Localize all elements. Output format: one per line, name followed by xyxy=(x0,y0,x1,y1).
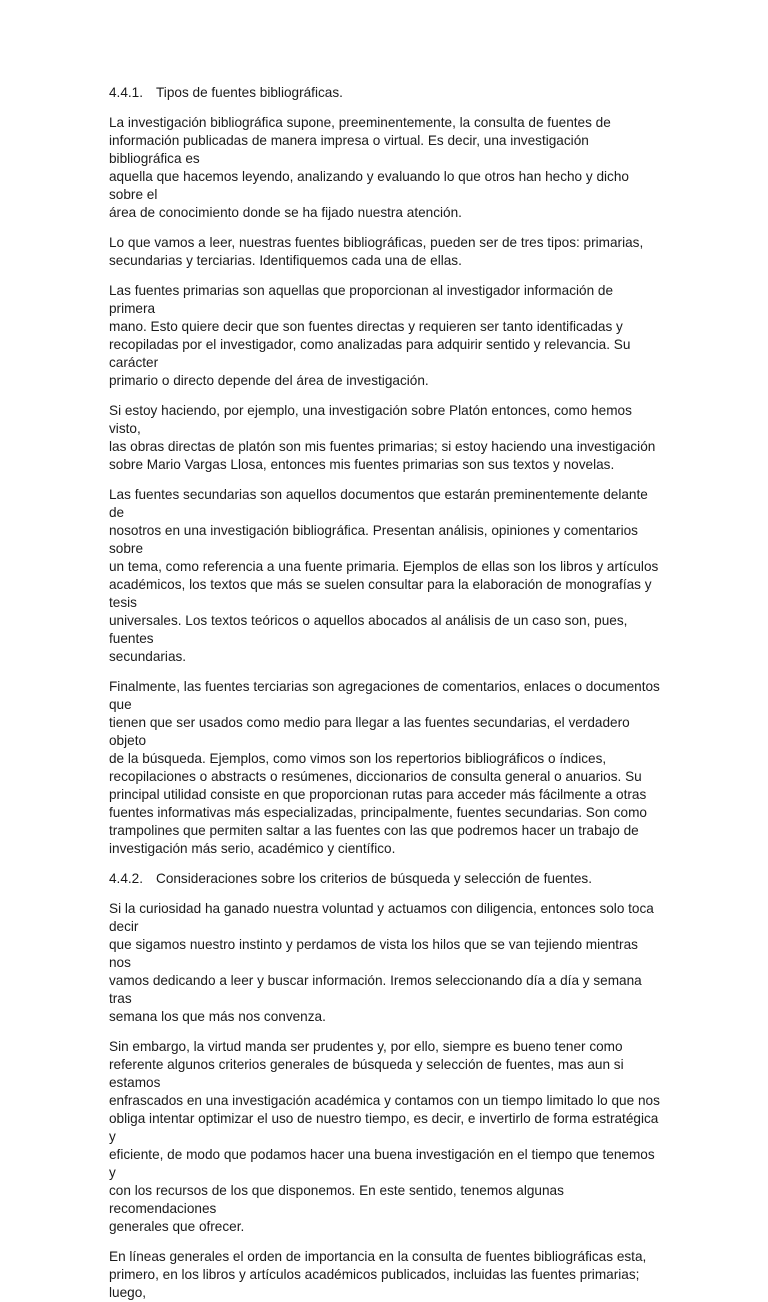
section-title: Consideraciones sobre los criterios de búsqueda y selección de fuentes. xyxy=(156,871,593,886)
paragraph: Si estoy haciendo, por ejemplo, una investigación sobre Platón entonces, como hemos visto, las obras directas de platón son mis fuentes primarias; si estoy haciendo una investigación sobre Mario Vargas Llosa, entonces mis fuentes primarias son sus textos y novelas. xyxy=(109,403,656,472)
section-title: Tipos de fuentes bibliográficas. xyxy=(156,85,343,100)
paragraph: Sin embargo, la virtud manda ser prudentes y, por ello, siempre es bueno tener como referente algunos criterios generales de búsqueda y selección de fuentes, mas aun si estamos enfrascados en una investigación académica y contamos con un tiempo limitado lo que nos obliga intentar optimizar el uso de nuestro tiempo, es decir, e invertirlo de forma estratégica y eficiente, de modo que podamos hacer una buena investigación en el tiempo que tenemos y con los recursos de los que disponemos. En este sentido, tenemos algunas recomendaciones generales que ofrecer. xyxy=(109,1039,660,1234)
section-number: 4.4.1. xyxy=(109,85,144,100)
paragraph: Las fuentes secundarias son aquellos documentos que estarán preminentemente delante de nosotros en una investigación bibliográfica. Presentan análisis, opiniones y comentarios sobre un tema, como referencia a una fuente primaria. Ejemplos de ellas son los libros y artículos académicos, los textos que más se suelen consultar para la elaboración de monografías y tesis universales. Los textos teóricos o aquellos abocados al análisis de un caso son, pues, fuentes secundarias. xyxy=(109,487,659,664)
paragraph: Si la curiosidad ha ganado nuestra voluntad y actuamos con diligencia, entonces solo toca decir que sigamos nuestro instinto y perdamos de vista los hilos que se van tejiendo mientras nos vamos dedicando a leer y buscar información. Iremos seleccionando día a día y semana tras semana los que más nos convenza. xyxy=(109,901,654,1024)
section-number: 4.4.2. xyxy=(109,871,144,886)
section-heading xyxy=(109,870,660,888)
paragraph: Lo que vamos a leer, nuestras fuentes bibliográficas, pueden ser de tres tipos: primarias, secundarias y terciarias. Identifiquemos cada una de ellas. xyxy=(109,235,644,268)
paragraph: En líneas generales el orden de importancia en la consulta de fuentes bibliográficas esta, primero, en los libros y artículos académicos publicados, incluidas las fuentes primarias; luego, xyxy=(109,1249,647,1300)
paragraph: Las fuentes primarias son aquellas que proporcionan al investigador información de primera mano. Esto quiere decir que son fuentes directas y requieren ser tanto identificadas y recopiladas por el investigador, como analizadas para adquirir sentido y relevancia. Su carácter primario o directo depende del área de investigación. xyxy=(109,283,631,388)
paragraph: La investigación bibliográfica supone, preeminentemente, la consulta de fuentes de información publicadas de manera impresa o virtual. Es decir, una investigación bibliográfica es aquella que hacemos leyendo, analizando y evaluando lo que otros han hecho y dicho sobre el área de conocimiento donde se ha fijado nuestra atención. xyxy=(109,115,629,220)
paragraph: Finalmente, las fuentes terciarias son agregaciones de comentarios, enlaces o documentos que tienen que ser usados como medio para llegar a las fuentes secundarias, el verdadero objeto de la búsqueda. Ejemplos, como vimos son los repertorios bibliográficos o índices, recopilaciones o abstracts o resúmenes, diccionarios de consulta general o anuarios. Su principal utilidad consiste en que proporcionan rutas para acceder más fácilmente a otras fuentes informativas más especializadas, principalmente, fuentes secundarias. Son como trampolines que permiten saltar a las fuentes con las que podremos hacer un trabajo de investigación más serio, académico y científico. xyxy=(109,679,660,856)
section-heading xyxy=(109,84,660,102)
